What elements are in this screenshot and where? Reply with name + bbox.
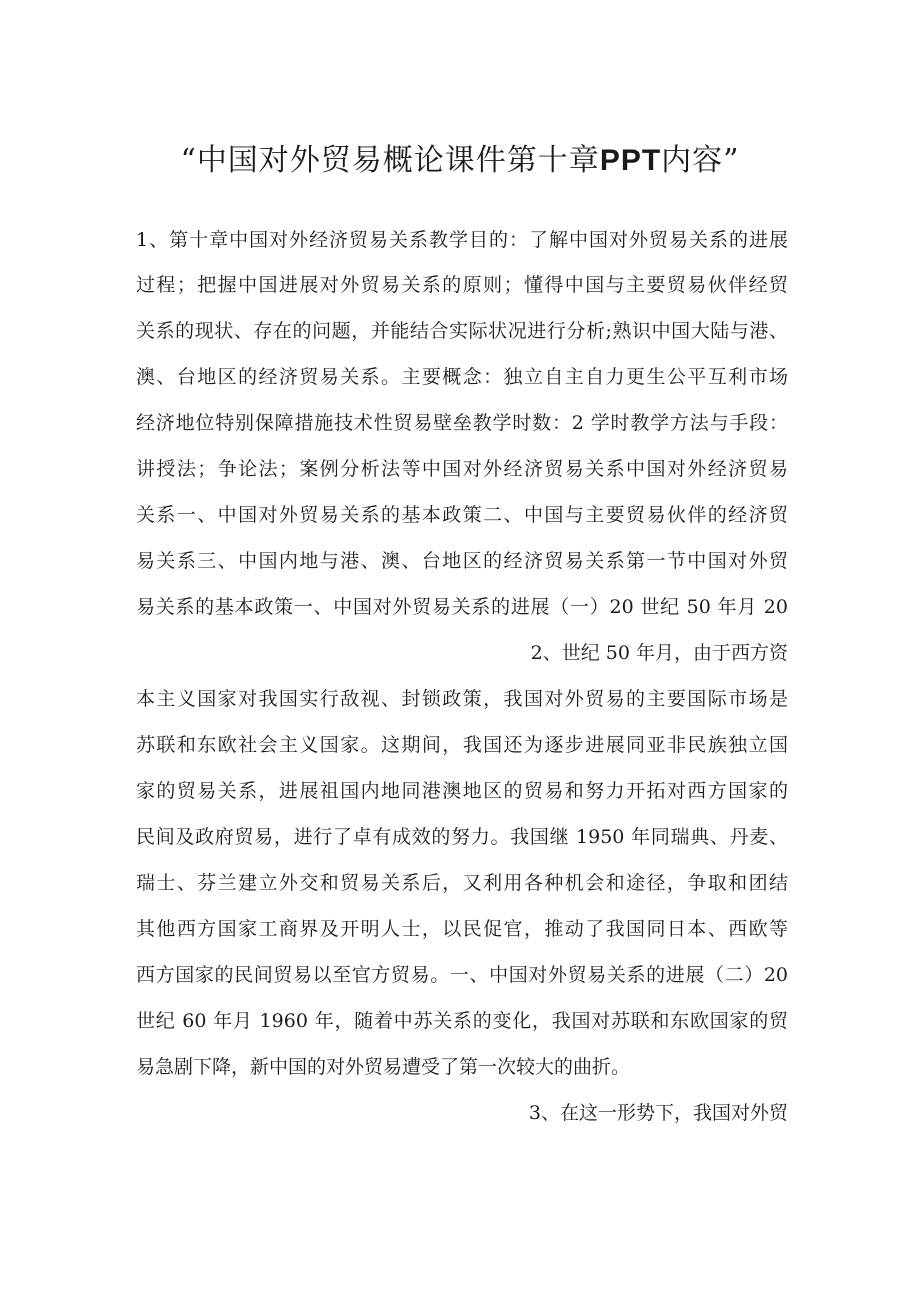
body-line: 经济地位特别保障措施技术性贸易壁垒教学时数：2 学时教学方法与手段： [136,412,788,434]
body-line: 西方国家的民间贸易以至官方贸易。一、中国对外贸易关系的进展（二）20 [136,964,788,986]
body-line: 苏联和东欧社会主义国家。这期间，我国还为逐步进展同亚非民族独立国 [136,734,788,756]
body-line: 澳、台地区的经济贸易关系。主要概念：独立自主自力更生公平互利市场 [136,366,788,388]
body-line: 关系的现状、存在的问题，并能结合实际状况进行分析;熟识中国大陆与港、 [136,320,788,342]
body-line: 易关系三、中国内地与港、澳、台地区的经济贸易关系第一节中国对外贸 [136,550,788,572]
title-text-end: 内容 [661,143,724,178]
body-line: 瑞士、芬兰建立外交和贸易关系后，又利用各种机会和途径，争取和团结 [136,872,788,894]
title-open-quote: “ [180,143,197,178]
page-title [100,139,820,183]
body-line: 易急剧下降，新中国的对外贸易遭受了第一次较大的曲折。 [136,1056,631,1078]
section-start-line: 3、在这一形势下，我国对外贸 [528,1102,788,1124]
title-text: 中国对外贸易概论课件第十章 [196,143,600,178]
body-line: 关系一、中国对外贸易关系的基本政策二、中国与主要贸易伙伴的经济贸 [136,504,788,526]
body-line: 讲授法；争论法；案例分析法等中国对外经济贸易关系中国对外经济贸易 [136,458,788,480]
body-line: 1、第十章中国对外经济贸易关系教学目的：了解中国对外贸易关系的进展 [136,229,788,251]
body-line: 其他西方国家工商界及开明人士，以民促官，推动了我国同日本、西欧等 [136,918,788,940]
body-line: 过程；把握中国进展对外贸易关系的原则；懂得中国与主要贸易伙伴经贸 [136,274,788,296]
section-start-line: 2、世纪 50 年月，由于西方资 [530,642,788,664]
title-text-latin: PPT [599,144,662,177]
title-close-quote: ” [723,143,740,178]
body-line: 本主义国家对我国实行敌视、封锁政策，我国对外贸易的主要国际市场是 [136,688,788,710]
body-line: 民间及政府贸易，进行了卓有成效的努力。我国继 1950 年同瑞典、丹麦、 [136,826,788,848]
body-line: 易关系的基本政策一、中国对外贸易关系的进展（一）20 世纪 50 年月 20 [136,596,788,618]
body-line: 世纪 60 年月 1960 年，随着中苏关系的变化，我国对苏联和东欧国家的贸 [136,1010,788,1032]
body-line: 家的贸易关系，进展祖国内地同港澳地区的贸易和努力开拓对西方国家的 [136,780,788,802]
